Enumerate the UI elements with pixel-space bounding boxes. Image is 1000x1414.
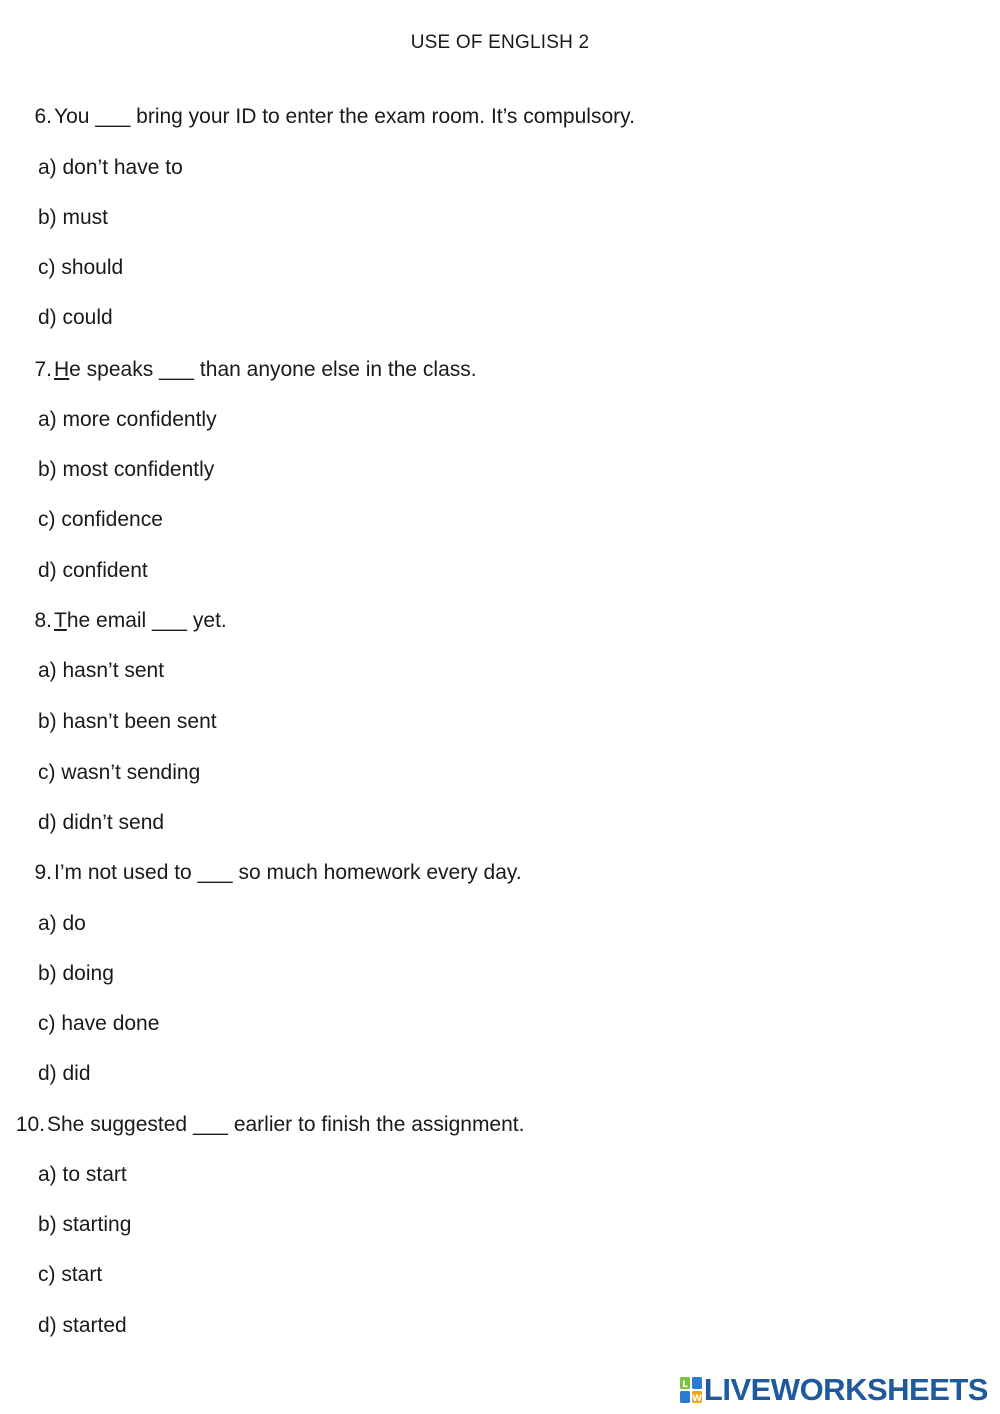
option-8d[interactable]: d) didn’t send xyxy=(38,811,165,834)
question-number: 8. xyxy=(34,609,52,632)
liveworksheets-logo xyxy=(680,1373,988,1407)
option-10c[interactable]: c) start xyxy=(38,1263,103,1286)
option-10a[interactable]: a) to start xyxy=(38,1163,127,1186)
option-8b[interactable]: b) hasn’t been sent xyxy=(38,710,217,733)
question-number: 7. xyxy=(34,358,52,381)
question-first-letter: T xyxy=(54,609,67,632)
option-6b[interactable]: b) must xyxy=(38,206,109,229)
liveworksheets-mark-icon xyxy=(680,1377,702,1403)
question-first-letter: H xyxy=(54,358,70,381)
question-text: I’m not used to ___ so much homework every day. xyxy=(54,861,522,884)
question-text: he email ___ yet. xyxy=(66,609,227,632)
logo-text: LIVEWORKSHEETS xyxy=(703,1372,988,1407)
option-7d[interactable]: d) confident xyxy=(38,559,148,582)
question-number: 10. xyxy=(15,1113,45,1136)
option-7c[interactable]: c) confidence xyxy=(38,508,163,531)
option-10d[interactable]: d) started xyxy=(38,1314,127,1337)
question-7 xyxy=(20,357,477,383)
question-text: e speaks ___ than anyone else in the class. xyxy=(69,358,477,381)
worksheet-title: USE OF ENGLISH 2 xyxy=(410,32,590,53)
question-number: 6. xyxy=(34,105,52,128)
logo-mark-letter: W xyxy=(691,1394,702,1403)
question-number: 9. xyxy=(34,861,52,884)
option-9d[interactable]: d) did xyxy=(38,1062,91,1085)
option-9a[interactable]: a) do xyxy=(38,912,86,935)
option-7b[interactable]: b) most confidently xyxy=(38,458,215,481)
question-text: You ___ bring your ID to enter the exam room. It’s compulsory. xyxy=(54,105,635,128)
option-7a[interactable]: a) more confidently xyxy=(38,408,217,431)
option-6d[interactable]: d) could xyxy=(38,306,113,329)
option-8a[interactable]: a) hasn’t sent xyxy=(38,659,165,682)
option-9c[interactable]: c) have done xyxy=(38,1012,160,1035)
question-text: She suggested ___ earlier to finish the assignment. xyxy=(47,1113,525,1136)
option-8c[interactable]: c) wasn’t sending xyxy=(38,761,201,784)
option-9b[interactable]: b) doing xyxy=(38,962,114,985)
question-6 xyxy=(20,104,635,130)
question-8 xyxy=(20,608,227,634)
option-6c[interactable]: c) should xyxy=(38,256,124,279)
logo-mark-letter: L xyxy=(682,1380,688,1390)
question-9 xyxy=(20,860,522,886)
question-10 xyxy=(12,1112,524,1138)
option-10b[interactable]: b) starting xyxy=(38,1213,132,1236)
option-6a[interactable]: a) don’t have to xyxy=(38,156,183,179)
